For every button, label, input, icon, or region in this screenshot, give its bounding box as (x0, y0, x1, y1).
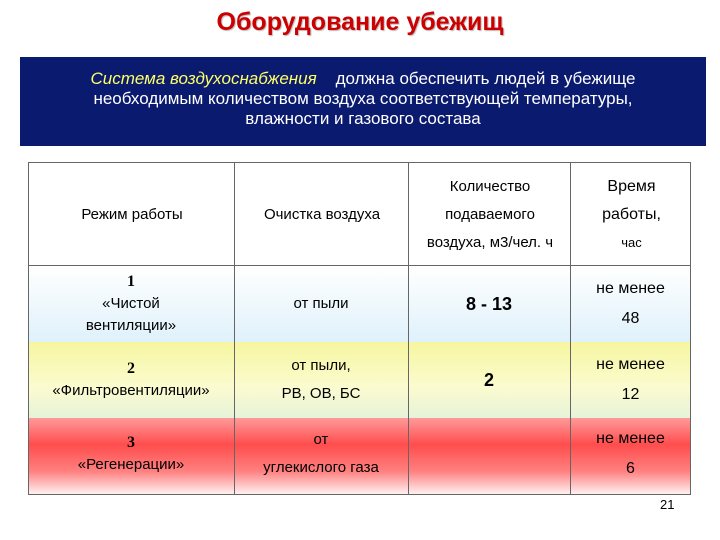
header-cleaning: Очистка воздуха (263, 206, 381, 223)
banner-highlight: Система воздухоснабжения (90, 69, 317, 88)
row2-cleaning: от пыли, РВ, ОВ, БС (281, 357, 361, 402)
table-header-row (28, 162, 691, 266)
row1-time: не менее 48 (596, 280, 665, 327)
banner-line-2: необходимым количеством воздуха соответствующей температуры, (93, 89, 633, 108)
column-divider (234, 162, 235, 495)
banner-line-3: влажности и газового состава (245, 109, 481, 128)
info-banner (20, 57, 706, 146)
row2-amount: 2 (483, 370, 494, 390)
table-row (28, 266, 691, 342)
banner-line-1 (30, 69, 696, 89)
row1-amount: 8 - 13 (465, 294, 513, 314)
row3-mode: 3 «Регенерации» (77, 434, 185, 473)
banner-line-1-rest: должна обеспечить людей в убежище (335, 69, 636, 88)
header-mode: Режим работы (81, 206, 183, 223)
page-number: 21 (660, 497, 675, 512)
row2-time: не менее 12 (596, 356, 665, 403)
row2-mode: 2 «Фильтровентиляции» (52, 360, 210, 399)
table-border-right (690, 162, 691, 495)
row3-amount (408, 418, 570, 490)
table-border-left (28, 162, 29, 495)
column-divider (570, 162, 571, 495)
header-time: Время работы, час (602, 178, 661, 250)
column-divider (408, 162, 409, 495)
row1-mode: 1 «Чистой вентиляции» (85, 273, 177, 334)
header-amount: Количество подаваемого воздуха, м3/чел. ч (426, 178, 554, 251)
row3-cleaning: от углекислого газа (263, 431, 379, 476)
row3-time: не менее 6 (596, 430, 665, 477)
table-row (28, 418, 691, 495)
slide-title: Оборудование убежищ (216, 8, 504, 36)
table-row (28, 342, 691, 418)
row1-cleaning: от пыли (293, 295, 349, 312)
